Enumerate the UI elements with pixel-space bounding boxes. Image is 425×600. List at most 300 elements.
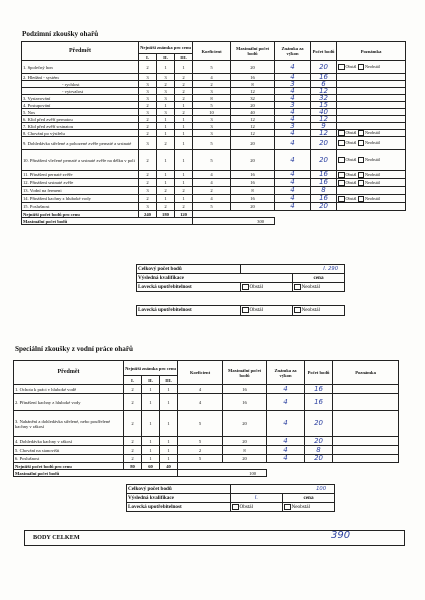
coef-cell: 2	[178, 446, 223, 455]
s2-header-max-points: Maximální počet bodů	[223, 361, 267, 385]
max-points-cell: 20	[223, 411, 267, 437]
min-III-cell: 1	[175, 195, 193, 203]
coef-cell: 5	[193, 102, 231, 109]
section1-row-0-neobstal-checkbox[interactable]	[358, 64, 365, 70]
subject-cell: 11. Přinášení pernaté zvěře	[22, 171, 139, 179]
section2-summary	[126, 484, 335, 512]
min-I-cell: 2	[139, 102, 157, 109]
max-points-cell: 20	[231, 137, 275, 150]
coef-cell: 5	[178, 411, 223, 437]
min-I-cell: 2	[139, 171, 157, 179]
points-cell: 40	[311, 109, 337, 116]
table-row	[22, 81, 406, 88]
grade-cell: 4	[275, 137, 311, 150]
s2-max-total-label: Maximální počet bodů	[14, 470, 178, 477]
points-cell: 20	[305, 455, 333, 463]
section2-note-cell	[333, 446, 399, 455]
points-cell: 16	[311, 171, 337, 179]
section2-note-cell	[333, 394, 399, 411]
min-I-cell: 3	[139, 74, 157, 81]
coef-cell: 3	[193, 116, 231, 123]
total-value: I. 290	[241, 265, 345, 274]
min-total-III: 120	[175, 211, 193, 218]
section1-note-cell	[337, 123, 406, 130]
subject-cell: 7. Klid před zvěří srstnatou	[22, 123, 139, 130]
subject-cell: 12. Přinášení srstnaté zvěře	[22, 179, 139, 187]
section1-row-11-neobstal-checkbox[interactable]	[358, 157, 365, 163]
grade-cell: 4	[275, 171, 311, 179]
min-II-cell: 3	[157, 95, 175, 102]
section1-row-0-obstal-checkbox[interactable]	[338, 64, 345, 70]
s2-total-value: 100	[231, 485, 335, 494]
subject-cell: 14. Přinášení kachny z hluboké vody	[22, 195, 139, 203]
header-points: Počet bodů	[311, 42, 337, 61]
min-I-cell: 3	[139, 203, 157, 211]
section1-row-15-obstal-checkbox[interactable]	[338, 196, 345, 202]
obstal-label: Obstál	[345, 130, 357, 135]
subject-cell: 1. Společný hon	[22, 61, 139, 74]
table-row	[22, 137, 406, 150]
min-II-cell: 1	[157, 150, 175, 171]
obstal-label: Obstál	[345, 140, 357, 146]
max-points-cell: 12	[231, 116, 275, 123]
table-row	[14, 437, 399, 446]
coef-cell: 2	[193, 187, 231, 195]
section1-row-15-neobstal-checkbox[interactable]	[358, 196, 365, 202]
standalone-neobstal-checkbox[interactable]	[294, 307, 301, 313]
table-row	[22, 95, 406, 102]
min-II-cell: 1	[157, 102, 175, 109]
table-row	[22, 116, 406, 123]
min-III-cell: 2	[175, 81, 193, 88]
coef-cell: 3	[193, 123, 231, 130]
min-III-cell: 2	[175, 187, 193, 195]
max-points-cell: 20	[223, 437, 267, 446]
coef-cell: 3	[193, 88, 231, 95]
points-cell: 8	[305, 446, 333, 455]
s2-header-points: Počet bodů	[305, 361, 333, 385]
coef-cell: 5	[193, 137, 231, 150]
min-III-cell: 1	[175, 102, 193, 109]
min-total-label: Nejnižší počet bodů pro cenu	[22, 211, 139, 218]
section1-row-9-obstal-checkbox[interactable]	[338, 130, 345, 136]
subject-cell: 5. Nos	[22, 109, 139, 116]
obstal-label: Obstál	[345, 195, 357, 201]
min-I-cell: 2	[124, 446, 142, 455]
subject-cell: 4. Postupování	[22, 102, 139, 109]
grade-cell: 4	[275, 203, 311, 211]
grade-cell: 4	[267, 455, 305, 463]
min-I-cell: 2	[124, 455, 142, 463]
table-row	[14, 411, 399, 437]
header-note: Poznámka	[337, 42, 406, 61]
table-row	[22, 179, 406, 187]
subject-cell: 6. Poslušnost	[14, 455, 124, 463]
min-I-cell: 2	[124, 437, 142, 446]
min-III-cell: 1	[175, 179, 193, 187]
s2-obstal-label: Obstál	[239, 504, 254, 511]
table-row	[22, 61, 406, 74]
section1-note-cell	[337, 137, 406, 150]
min-II-cell: 2	[157, 187, 175, 195]
min-II-cell: 1	[142, 446, 160, 455]
obstal-label: Obstál	[345, 171, 357, 177]
min-I-cell: 2	[124, 411, 142, 437]
section1-note-cell	[337, 88, 406, 95]
coef-cell: 5	[193, 61, 231, 74]
section1-row-11-obstal-checkbox[interactable]	[338, 157, 345, 163]
coef-cell: 3	[193, 130, 231, 137]
max-points-cell: 16	[231, 74, 275, 81]
grade-cell: 4	[275, 74, 311, 81]
points-cell: 20	[305, 411, 333, 437]
grade-cell: 4	[275, 88, 311, 95]
grade-cell: 4	[275, 195, 311, 203]
grade-cell: 3	[275, 123, 311, 130]
points-cell: 20	[311, 137, 337, 150]
coef-cell: 5	[178, 455, 223, 463]
table-row	[22, 109, 406, 116]
min-III-cell: 1	[160, 394, 178, 411]
min-III-cell: 2	[175, 95, 193, 102]
section1-note-cell	[337, 195, 406, 203]
min-I-cell: 2	[124, 385, 142, 394]
max-points-cell: 16	[223, 394, 267, 411]
max-points-cell: 16	[223, 385, 267, 394]
min-II-cell: 1	[157, 123, 175, 130]
s2-header-col-III: III.	[160, 376, 178, 385]
points-cell: 12	[311, 88, 337, 95]
min-II-cell: 1	[142, 437, 160, 446]
max-points-cell: 16	[231, 179, 275, 187]
section1-summary	[136, 264, 345, 292]
min-I-cell: 2	[124, 394, 142, 411]
table-row	[22, 171, 406, 179]
points-cell: 20	[311, 61, 337, 74]
section1-row-13-neobstal-checkbox[interactable]	[358, 180, 365, 186]
min-III-cell: 1	[175, 116, 193, 123]
overall-points-box	[24, 530, 405, 546]
table-row	[22, 102, 406, 109]
table-row	[14, 394, 399, 411]
s2-qualification-label: Výsledná kvalifikace	[127, 494, 231, 503]
subject-cell: 15. Poslušnost	[22, 203, 139, 211]
max-points-cell: 20	[223, 455, 267, 463]
subject-cell: - rychlost	[22, 81, 139, 88]
header-col-II: II.	[157, 54, 175, 61]
neobstal-label: Neobstál	[365, 179, 380, 185]
standalone-obstal-label: Obstál	[249, 307, 264, 314]
overall-label: BODY CELKEM	[33, 534, 80, 541]
standalone-hunt-box	[136, 305, 345, 316]
section1-row-9-neobstal-checkbox[interactable]	[358, 130, 365, 136]
header-subject: Předmět	[22, 42, 139, 61]
min-total-I: 240	[139, 211, 157, 218]
obstal-label: Obstál	[345, 179, 357, 185]
table-row	[14, 385, 399, 394]
section1-row-10-neobstal-checkbox[interactable]	[358, 140, 365, 146]
min-I-cell: 2	[139, 195, 157, 203]
section2-note-cell	[333, 411, 399, 437]
min-II-cell: 3	[157, 88, 175, 95]
section1-note-cell	[337, 95, 406, 102]
grade-cell: 4	[275, 95, 311, 102]
min-III-cell: 2	[175, 74, 193, 81]
subject-cell: 1. Ochota k práci v hluboké vodě	[14, 385, 124, 394]
neobstal-label: Neobstál	[365, 195, 380, 201]
points-cell: 20	[305, 437, 333, 446]
max-points-cell: 12	[231, 88, 275, 95]
grade-cell: 4	[275, 179, 311, 187]
section1-note-cell	[337, 150, 406, 171]
s2-min-total-I: 80	[124, 463, 142, 470]
min-II-cell: 1	[157, 195, 175, 203]
neobstal-label: Neobstál	[365, 140, 380, 146]
total-label: Celkový počet bodů	[137, 265, 241, 274]
points-cell: 9	[311, 123, 337, 130]
points-cell: 16	[311, 195, 337, 203]
section1-note-cell	[337, 109, 406, 116]
min-I-cell: 3	[139, 137, 157, 150]
min-II-cell: 1	[142, 455, 160, 463]
obstal-checkbox[interactable]	[242, 284, 249, 290]
subject-cell: 2. Hledání - systém	[22, 74, 139, 81]
obstal-label: Obstál	[345, 157, 357, 163]
neobstal-label: Neobstál	[365, 130, 380, 135]
neobstal-checkbox[interactable]	[294, 284, 301, 290]
s2-qualification-cena: cena	[283, 494, 335, 503]
table-row	[22, 130, 406, 137]
section1-note-cell	[337, 187, 406, 195]
section1-note-cell	[337, 130, 406, 137]
table-row	[22, 195, 406, 203]
points-cell: 8	[311, 187, 337, 195]
header-grade: Známka za výkon	[275, 42, 311, 61]
hunt-label: Lovecká upotřebitelnost	[137, 283, 241, 292]
grade-cell: 4	[267, 437, 305, 446]
points-cell: 16	[311, 179, 337, 187]
min-III-cell: 1	[175, 137, 193, 150]
s2-min-total-label: Nejnižší počet bodů pro cenu	[14, 463, 124, 470]
section1-note-cell	[337, 203, 406, 211]
qualification-cena: cena	[293, 274, 345, 283]
min-II-cell: 1	[157, 130, 175, 137]
header-max-points: Maximální počet bodů	[231, 42, 275, 61]
min-III-cell: 2	[175, 109, 193, 116]
section1-note-cell	[337, 102, 406, 109]
s2-header-min-score: Nejnižší známka pro cenu	[124, 361, 178, 376]
subject-cell: 8. Chování po výstřelu	[22, 130, 139, 137]
max-points-cell: 16	[231, 171, 275, 179]
s2-header-col-I: I.	[124, 376, 142, 385]
qualification-label: Výsledná kvalifikace	[137, 274, 293, 283]
min-III-cell: 1	[175, 150, 193, 171]
max-points-cell: 12	[231, 123, 275, 130]
grade-cell: 4	[275, 187, 311, 195]
min-total-II: 180	[157, 211, 175, 218]
min-I-cell: 2	[139, 179, 157, 187]
min-I-cell: 3	[139, 95, 157, 102]
min-III-cell: 1	[175, 130, 193, 137]
min-II-cell: 1	[142, 385, 160, 394]
points-cell: 6	[311, 81, 337, 88]
max-total-label: Maximální počet bodů	[22, 218, 193, 225]
points-cell: 15	[311, 102, 337, 109]
max-points-cell: 32	[231, 95, 275, 102]
min-II-cell: 1	[157, 179, 175, 187]
max-total-value: 300	[193, 218, 275, 225]
section2-table	[13, 360, 399, 477]
s2-header-subject: Předmět	[14, 361, 124, 385]
grade-cell: 3	[275, 102, 311, 109]
standalone-obstal-checkbox[interactable]	[242, 307, 249, 313]
coef-cell: 4	[178, 385, 223, 394]
s2-min-total-II: 60	[142, 463, 160, 470]
section1-row-10-obstal-checkbox[interactable]	[338, 140, 345, 146]
points-cell: 20	[311, 150, 337, 171]
header-col-III: III.	[175, 54, 193, 61]
min-I-cell: 2	[139, 150, 157, 171]
grade-cell: 4	[275, 109, 311, 116]
min-I-cell: 2	[139, 116, 157, 123]
min-III-cell: 1	[175, 123, 193, 130]
max-points-cell: 8	[223, 446, 267, 455]
grade-cell: 4	[275, 116, 311, 123]
coef-cell: 4	[193, 171, 231, 179]
table-row	[22, 123, 406, 130]
max-points-cell: 20	[231, 102, 275, 109]
max-points-cell: 16	[231, 195, 275, 203]
min-I-cell: 3	[139, 109, 157, 116]
subject-cell: 5. Chování na stanovišti	[14, 446, 124, 455]
s2-max-total-value: 100	[178, 470, 267, 477]
points-cell: 16	[305, 385, 333, 394]
min-III-cell: 1	[175, 171, 193, 179]
min-II-cell: 1	[157, 116, 175, 123]
min-III-cell: 1	[160, 437, 178, 446]
max-points-cell: 12	[231, 130, 275, 137]
s2-hunt-label: Lovecká upotřebitelnost	[127, 503, 231, 512]
coef-cell: 5	[193, 203, 231, 211]
header-col-I: I.	[139, 54, 157, 61]
s2-obstal-checkbox[interactable]	[232, 504, 239, 510]
s2-total-label: Celkový počet bodů	[127, 485, 231, 494]
min-III-cell: 2	[175, 88, 193, 95]
points-cell: 16	[311, 74, 337, 81]
table-row	[22, 203, 406, 211]
points-cell: 16	[305, 394, 333, 411]
section2-title: Speciální zkoušky z vodní práce ohařů	[15, 345, 134, 353]
min-III-cell: 1	[160, 455, 178, 463]
min-I-cell: 3	[139, 88, 157, 95]
points-cell: 32	[311, 95, 337, 102]
section1-note-cell	[337, 171, 406, 179]
min-II-cell: 3	[157, 74, 175, 81]
subject-cell: 4. Dohledávka kachny v rákosí	[14, 437, 124, 446]
coef-cell: 4	[193, 74, 231, 81]
grade-cell: 4	[267, 411, 305, 437]
min-II-cell: 2	[157, 137, 175, 150]
grade-cell: 4	[267, 446, 305, 455]
points-cell: 12	[311, 116, 337, 123]
subject-cell: - vytrvalost	[22, 88, 139, 95]
grade-cell: 4	[275, 150, 311, 171]
section1-title: Podzimní zkoušky ohařů	[22, 30, 99, 38]
min-III-cell: 1	[160, 385, 178, 394]
standalone-hunt-label: Lovecká upotřebitelnost	[137, 306, 241, 316]
min-II-cell: 3	[157, 109, 175, 116]
subject-cell: 3. Vystavování	[22, 95, 139, 102]
max-points-cell: 8	[231, 187, 275, 195]
header-min-score: Nejnižší známka pro cenu	[139, 42, 193, 54]
s2-header-col-II: II.	[142, 376, 160, 385]
coef-cell: 10	[193, 109, 231, 116]
section1-row-13-obstal-checkbox[interactable]	[338, 180, 345, 186]
coef-cell: 5	[193, 150, 231, 171]
grade-cell: 4	[275, 61, 311, 74]
s2-qualification-value: I.	[231, 494, 283, 503]
max-points-cell: 20	[231, 61, 275, 74]
min-III-cell: 1	[175, 61, 193, 74]
s2-min-total-III: 40	[160, 463, 178, 470]
subject-cell: 6. Klid před zvěří pernatou	[22, 116, 139, 123]
section2-note-cell	[333, 437, 399, 446]
subject-cell: 2. Přinášení kachny z hluboké vody	[14, 394, 124, 411]
section1-note-cell	[337, 116, 406, 123]
neobstal-label: Neobstál	[365, 171, 380, 177]
s2-neobstal-checkbox[interactable]	[284, 504, 291, 510]
section2-note-cell	[333, 385, 399, 394]
min-II-cell: 2	[157, 81, 175, 88]
section1-note-cell	[337, 179, 406, 187]
section1-row-12-neobstal-checkbox[interactable]	[358, 172, 365, 178]
coef-cell: 8	[193, 95, 231, 102]
max-points-cell: 20	[231, 150, 275, 171]
table-row	[14, 446, 399, 455]
s2-neobstal-label: Neobstál	[291, 504, 310, 511]
max-points-cell: 40	[231, 109, 275, 116]
subject-cell: 10. Přinášení vlečené pernaté a srstnaté zvěře na délku v poli	[22, 150, 139, 171]
grade-cell: 4	[267, 394, 305, 411]
neobstal-label: Neobstál	[301, 284, 320, 291]
coef-cell: 5	[178, 437, 223, 446]
coef-cell: 2	[193, 81, 231, 88]
section1-note-cell	[337, 61, 406, 74]
min-II-cell: 1	[142, 411, 160, 437]
min-II-cell: 2	[157, 203, 175, 211]
coef-cell: 4	[193, 195, 231, 203]
min-I-cell: 3	[139, 187, 157, 195]
table-row	[22, 187, 406, 195]
coef-cell: 4	[178, 394, 223, 411]
section1-row-12-obstal-checkbox[interactable]	[338, 172, 345, 178]
min-I-cell: 2	[139, 61, 157, 74]
neobstal-label: Neobstál	[365, 157, 380, 163]
section1-note-cell	[337, 74, 406, 81]
neobstal-label: Neobstál	[365, 63, 380, 69]
s2-header-coef: Koeficient	[178, 361, 223, 385]
subject-cell: 9. Dohledávka střelené a pohozené zvěře pernaté a srstnaté	[22, 137, 139, 150]
min-III-cell: 1	[160, 411, 178, 437]
min-I-cell: 2	[139, 123, 157, 130]
max-points-cell: 20	[231, 203, 275, 211]
s2-header-note: Poznámka	[333, 361, 399, 385]
subject-cell: 13. Vodní na fermeni	[22, 187, 139, 195]
section1-table	[21, 41, 406, 225]
min-II-cell: 1	[157, 61, 175, 74]
min-I-cell: 3	[139, 81, 157, 88]
points-cell: 12	[311, 130, 337, 137]
